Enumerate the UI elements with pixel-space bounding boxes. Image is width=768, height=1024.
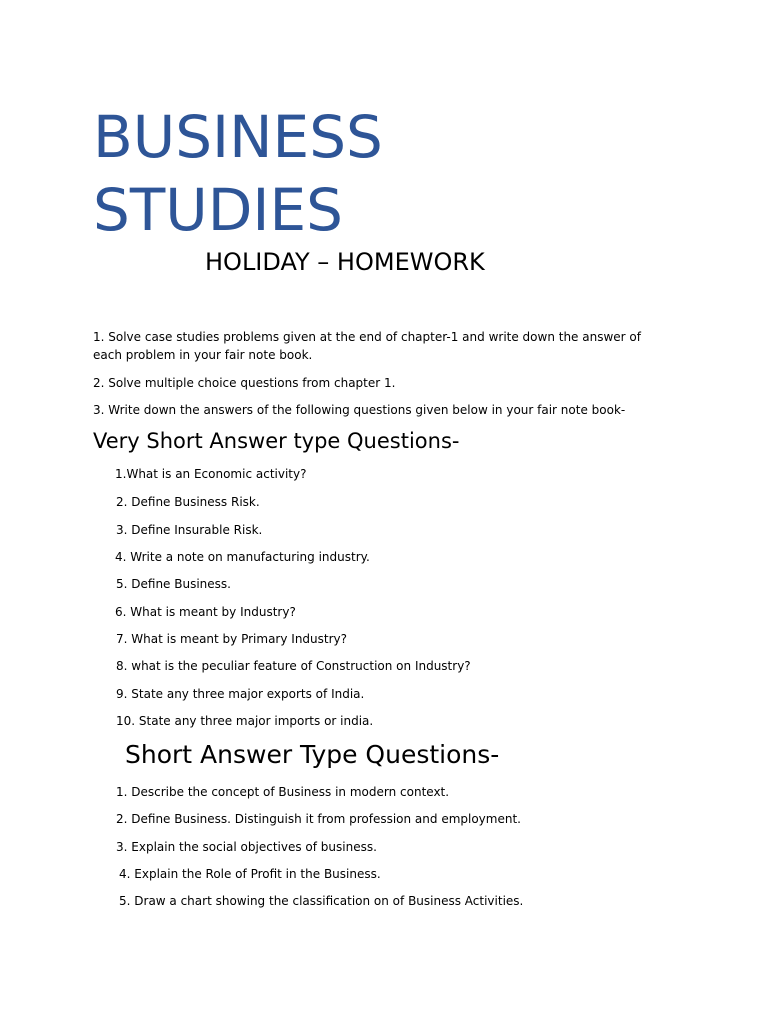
- instruction-2: 2. Solve multiple choice questions from chapter 1.: [93, 376, 396, 390]
- very-short-question-10: 10. State any three major imports or india.: [116, 714, 374, 728]
- very-short-question-1: 1.What is an Economic activity?: [115, 467, 307, 481]
- short-question-1: 1. Describe the concept of Business in modern context.: [116, 785, 450, 799]
- very-short-question-9: 9. State any three major exports of India.: [116, 687, 365, 701]
- title-line-2: STUDIES: [93, 176, 343, 244]
- very-short-question-5: 5. Define Business.: [116, 577, 231, 591]
- very-short-question-2: 2. Define Business Risk.: [116, 495, 260, 509]
- very-short-question-3: 3. Define Insurable Risk.: [116, 523, 263, 537]
- short-question-5: 5. Draw a chart showing the classification on of Business Activities.: [119, 894, 524, 908]
- very-short-question-4: 4. Write a note on manufacturing industry.: [115, 550, 370, 564]
- short-question-2: 2. Define Business. Distinguish it from profession and employment.: [116, 812, 521, 826]
- short-question-3: 3. Explain the social objectives of business.: [116, 840, 377, 854]
- instruction-3: 3. Write down the answers of the following questions given below in your fair note book-: [93, 403, 626, 417]
- very-short-question-6: 6. What is meant by Industry?: [115, 605, 296, 619]
- short-heading: Short Answer Type Questions-: [125, 740, 500, 769]
- title-line-1: BUSINESS: [93, 103, 383, 171]
- very-short-question-8: 8. what is the peculiar feature of Construction on Industry?: [116, 659, 471, 673]
- short-question-4: 4. Explain the Role of Profit in the Business.: [119, 867, 381, 881]
- instruction-1: 1. Solve case studies problems given at the end of chapter-1 and write down the answer of each problem in your fair note book.: [93, 330, 641, 362]
- very-short-question-7: 7. What is meant by Primary Industry?: [116, 632, 348, 646]
- subtitle: HOLIDAY – HOMEWORK: [205, 248, 485, 276]
- very-short-heading: Very Short Answer type Questions-: [93, 429, 460, 453]
